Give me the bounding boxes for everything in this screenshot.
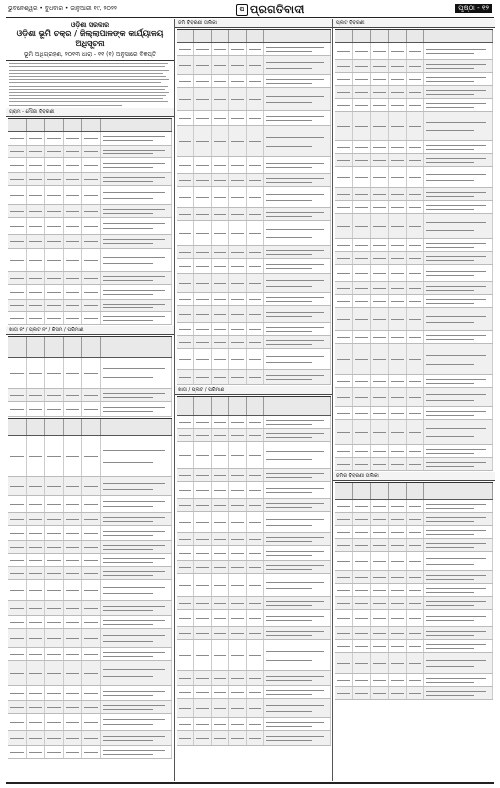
table-row <box>335 252 493 265</box>
table-row <box>335 214 493 239</box>
column-left <box>6 19 174 781</box>
table-row <box>335 99 493 112</box>
notice-header <box>6 19 174 58</box>
table-row <box>335 112 493 141</box>
land-table-5 <box>177 396 331 746</box>
table-row <box>177 336 331 349</box>
table-row <box>335 407 493 420</box>
table-row <box>177 561 331 574</box>
table-row <box>177 469 331 482</box>
table-row <box>8 496 172 513</box>
table-row <box>335 640 493 653</box>
table-row <box>335 500 493 513</box>
table-caption: ପ୍ଲଟ ବିବରଣୀ <box>333 19 495 28</box>
table-row <box>8 513 172 526</box>
table-row <box>177 323 331 336</box>
table-row <box>8 235 172 249</box>
table-row <box>8 661 172 686</box>
table-row <box>8 477 172 496</box>
table-row <box>177 442 331 469</box>
table-row <box>8 526 172 541</box>
table-row <box>177 686 331 699</box>
table-row <box>177 640 331 671</box>
table-row <box>177 88 331 111</box>
newspaper-header <box>6 3 494 18</box>
table-row <box>177 293 331 306</box>
table-row <box>335 239 493 252</box>
table-row <box>335 445 493 458</box>
table-row <box>177 627 331 640</box>
column-middle <box>174 19 333 781</box>
table-row <box>335 584 493 597</box>
table-row <box>8 132 172 146</box>
table-row <box>8 358 172 389</box>
table-row <box>8 746 172 759</box>
table-row <box>8 272 172 285</box>
department-sub: ଓଡ଼ିଶା ଭୂମି ଚକ୍ର / ଜିଲ୍ଲାପାଳଙ୍କ କାର୍ଯ୍ୟାଳୟ <box>16 29 164 38</box>
table-row <box>335 687 493 700</box>
table-caption: ଗ୍ରାମ - ମୌଜା ବିବରଣୀ <box>6 108 174 117</box>
page-number: ପୃଷ୍ଠା - ୧୨ <box>455 4 492 13</box>
table-row <box>335 141 493 154</box>
table-row <box>335 571 493 584</box>
table-row <box>335 610 493 627</box>
table-row <box>8 300 172 312</box>
table-row <box>177 499 331 512</box>
table-row <box>177 306 331 323</box>
land-table-3 <box>8 418 172 759</box>
table-caption: ଜମିର ବିବରଣୀ ତାଲିକା <box>333 472 495 481</box>
notice-reference: ଭୂମି ଅଧିଗ୍ରହଣ, ୨୦୧୩ ଧାରା - ୧୧ (୧) ଅନୁସାରେ ବିଜ୍ଞପ୍ତି <box>23 51 157 58</box>
table-row <box>335 60 493 73</box>
table-row <box>335 552 493 571</box>
table-row <box>177 56 331 75</box>
table-row <box>335 43 493 60</box>
table-row <box>335 282 493 295</box>
table-row <box>8 158 172 173</box>
table-row <box>8 731 172 746</box>
table-row <box>8 601 172 616</box>
table-row <box>335 154 493 167</box>
table-row <box>177 574 331 597</box>
table-row <box>177 208 331 221</box>
table-row <box>8 218 172 235</box>
table-row <box>177 597 331 610</box>
table-row <box>177 75 331 88</box>
table-row <box>335 388 493 407</box>
table-row <box>335 653 493 674</box>
table-row <box>177 512 331 533</box>
table-row <box>177 731 331 746</box>
table-row <box>335 627 493 640</box>
table-row <box>177 126 331 157</box>
table-row <box>8 436 172 477</box>
table-row <box>8 686 172 701</box>
table-row <box>177 533 331 546</box>
dateline: ଭୁବନେଶ୍ୱର • ବୁଧବାର • ଜାନୁଆରୀ ୧୯, ୨୦୨୨ <box>8 5 117 12</box>
table-row <box>177 610 331 627</box>
footer-rule <box>6 782 494 784</box>
table-row <box>8 616 172 629</box>
table-row <box>335 188 493 201</box>
table-row <box>335 295 493 308</box>
masthead <box>236 3 305 17</box>
table-caption: ଖାତା ନଂ / ପ୍ଲଟ ନଂ / କିସମ / ପରିମାଣ <box>6 326 174 335</box>
table-row <box>177 157 331 174</box>
table-row <box>177 718 331 731</box>
table-row <box>335 458 493 471</box>
table-caption: ଖାତା / ପ୍ଲଟ / ପରିମାଣ <box>175 386 333 395</box>
table-row <box>335 674 493 687</box>
masthead-logo-icon: ପ <box>236 4 248 16</box>
table-row <box>177 221 331 246</box>
table-row <box>335 265 493 282</box>
table-caption: ଜମି ବିବରଣୀ ତାଲିକା <box>175 19 333 28</box>
table-row <box>177 111 331 126</box>
table-row <box>335 331 493 344</box>
table-row <box>8 541 172 554</box>
table-row <box>335 513 493 526</box>
table-row <box>335 526 493 539</box>
land-table-2 <box>8 336 172 417</box>
notice-body-text <box>6 63 174 105</box>
table-row <box>8 146 172 158</box>
table-row <box>8 249 172 272</box>
table-row <box>177 43 331 56</box>
table-row <box>8 580 172 601</box>
table-row <box>177 429 331 442</box>
column-right <box>332 19 495 781</box>
notice-title: ଅଧିସୂଚନା <box>75 39 105 48</box>
table-row <box>177 246 331 259</box>
table-row <box>335 597 493 610</box>
table-row <box>8 629 172 648</box>
land-table-4 <box>177 29 331 385</box>
table-row <box>177 482 331 499</box>
table-row <box>177 671 331 686</box>
table-row <box>8 701 172 714</box>
table-row <box>8 402 172 417</box>
land-table-6 <box>335 29 493 471</box>
table-row <box>8 714 172 731</box>
land-table-7 <box>335 482 493 700</box>
table-row <box>8 389 172 402</box>
table-row <box>335 344 493 375</box>
table-row <box>177 174 331 187</box>
table-row <box>177 274 331 293</box>
table-row <box>8 186 172 205</box>
table-row <box>335 420 493 445</box>
table-row <box>8 648 172 661</box>
table-row <box>8 205 172 218</box>
columns <box>6 19 494 781</box>
table-row <box>177 546 331 561</box>
table-row <box>177 416 331 429</box>
table-row <box>177 699 331 718</box>
table-row <box>8 285 172 300</box>
table-row <box>335 201 493 214</box>
table-row <box>335 375 493 388</box>
table-row <box>8 173 172 186</box>
table-row <box>335 73 493 86</box>
masthead-title: ପ୍ରଗତିବାଦୀ <box>250 3 305 16</box>
table-row <box>8 554 172 567</box>
table-row <box>8 567 172 580</box>
department-line: ଓଡ଼ିଶା ସରକାର <box>70 21 110 29</box>
table-row <box>177 259 331 274</box>
table-row <box>177 349 331 370</box>
table-row <box>8 312 172 325</box>
land-table-1 <box>8 118 172 325</box>
table-row <box>177 187 331 208</box>
table-row <box>335 86 493 99</box>
table-row <box>335 308 493 331</box>
table-row <box>335 539 493 552</box>
table-row <box>177 370 331 385</box>
table-row <box>335 167 493 188</box>
